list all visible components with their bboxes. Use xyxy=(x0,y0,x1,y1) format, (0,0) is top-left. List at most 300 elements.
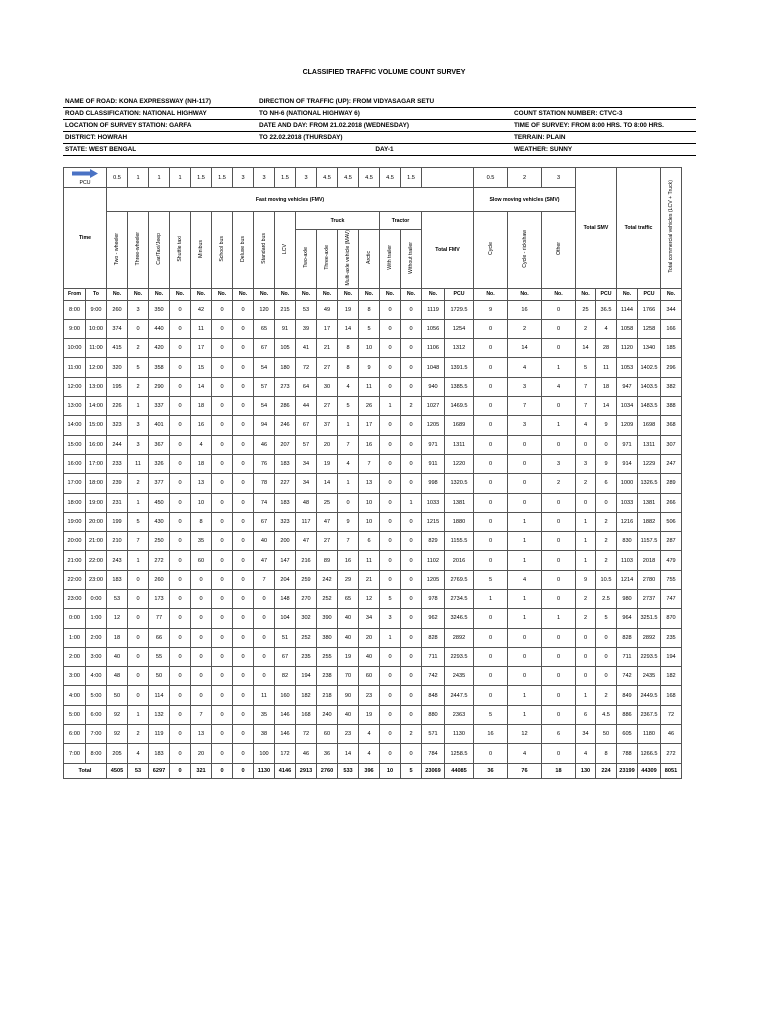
count-cell-text: 1 xyxy=(136,403,140,410)
count-cell xyxy=(233,358,254,377)
count-cell xyxy=(317,551,338,570)
count-cell-text: 6 xyxy=(556,731,561,738)
count-cell xyxy=(254,705,275,724)
vehicle-type-header-text: Without trailer xyxy=(408,241,414,274)
count-cell-text: 13 xyxy=(365,480,373,487)
count-cell-text: 0 xyxy=(409,634,413,641)
count-cell-text: 0 xyxy=(220,306,224,313)
count-cell-text: 1209 xyxy=(620,422,634,429)
count-cell xyxy=(422,609,445,628)
count-cell-text: 0 xyxy=(388,306,392,313)
time-cell xyxy=(86,339,107,358)
count-cell-text: 260 xyxy=(112,306,122,313)
count-cell xyxy=(576,725,596,744)
count-cell xyxy=(617,377,638,396)
unit-header xyxy=(617,288,638,300)
count-cell-text: 40 xyxy=(344,711,352,718)
count-cell-text: 270 xyxy=(301,596,311,603)
unit-header xyxy=(107,288,128,300)
count-cell-text: 571 xyxy=(428,731,438,738)
count-cell xyxy=(107,667,128,686)
count-cell xyxy=(380,551,401,570)
count-cell-text: 0 xyxy=(220,634,224,641)
count-cell-text: 1 xyxy=(522,518,527,525)
count-cell-text: 1880 xyxy=(452,518,466,525)
count-cell-text: 368 xyxy=(666,422,676,429)
count-cell xyxy=(128,474,149,493)
count-cell-text: 10 xyxy=(197,499,205,506)
pcu-factor xyxy=(474,168,508,188)
count-cell-text: 1698 xyxy=(642,422,656,429)
count-cell xyxy=(317,474,338,493)
count-cell-text: 5 xyxy=(136,364,140,371)
count-cell xyxy=(317,628,338,647)
count-cell xyxy=(275,474,296,493)
count-cell xyxy=(317,647,338,666)
count-cell-text: 0 xyxy=(178,345,182,352)
count-cell xyxy=(445,435,474,454)
count-cell xyxy=(191,339,212,358)
count-cell xyxy=(191,686,212,705)
count-cell xyxy=(474,300,508,319)
count-cell xyxy=(212,744,233,763)
count-cell xyxy=(254,319,275,338)
count-cell-text: 48 xyxy=(113,673,121,680)
count-cell-text: 2.5 xyxy=(602,596,610,603)
count-cell xyxy=(107,628,128,647)
count-cell xyxy=(149,377,170,396)
time-cell xyxy=(64,474,86,493)
count-cell-text: 0 xyxy=(241,750,245,757)
count-cell-text: 54 xyxy=(260,403,268,410)
count-cell-text: 1027 xyxy=(426,403,440,410)
count-cell xyxy=(638,339,661,358)
count-cell xyxy=(296,474,317,493)
count-cell-text: 1469.5 xyxy=(450,403,468,410)
time-cell xyxy=(64,454,86,473)
count-cell-text: 2367.5 xyxy=(640,711,658,718)
count-cell xyxy=(317,435,338,454)
count-cell-text: 0 xyxy=(262,673,266,680)
count-cell-text: 849 xyxy=(622,692,632,699)
count-cell-text: 90 xyxy=(344,692,352,699)
count-cell-text: 1 xyxy=(388,403,392,410)
vehicle-type-header xyxy=(212,212,233,289)
count-cell-text: 1119 xyxy=(427,306,439,313)
count-cell-text: 1033 xyxy=(426,499,440,506)
count-cell xyxy=(212,590,233,609)
count-cell-text: 5 xyxy=(488,711,493,718)
count-cell xyxy=(128,397,149,416)
count-cell xyxy=(638,512,661,531)
count-cell xyxy=(661,358,682,377)
count-cell-text: 28 xyxy=(602,345,610,352)
count-cell-text: 0 xyxy=(136,615,140,622)
count-cell-text: 1229 xyxy=(642,461,656,468)
count-cell-text: 0 xyxy=(220,654,224,661)
count-cell xyxy=(638,725,661,744)
count-cell xyxy=(296,397,317,416)
count-cell-text: 0 xyxy=(488,673,493,680)
count-cell-text: 0 xyxy=(556,673,561,680)
count-cell xyxy=(401,512,422,531)
count-cell xyxy=(576,339,596,358)
count-cell-text: 11 xyxy=(261,692,267,699)
count-cell-text: 4 xyxy=(367,750,371,757)
unit-header-text: No. xyxy=(581,291,590,298)
count-cell xyxy=(617,512,638,531)
count-cell-text: 182 xyxy=(666,673,676,680)
count-cell xyxy=(254,570,275,589)
vehicle-type-header-text: Shuttle taxi xyxy=(177,235,183,262)
arrow-right-icon xyxy=(72,169,98,178)
count-cell-text: 1403.5 xyxy=(640,383,658,390)
count-cell xyxy=(401,339,422,358)
time-cell xyxy=(86,570,107,589)
count-cell-text: 160 xyxy=(280,692,290,699)
pcu-factor xyxy=(338,168,359,188)
unit-header-text: No. xyxy=(322,291,332,298)
count-cell-text: 67 xyxy=(260,518,268,525)
count-cell-text: 0 xyxy=(522,480,527,487)
count-cell xyxy=(275,319,296,338)
page-title: CLASSIFIED TRAFFIC VOLUME COUNT SURVEY xyxy=(302,69,466,76)
count-cell xyxy=(149,686,170,705)
count-cell xyxy=(275,725,296,744)
count-cell xyxy=(542,397,576,416)
count-cell xyxy=(401,493,422,512)
count-cell-text: 0 xyxy=(241,654,245,661)
count-cell xyxy=(170,416,191,435)
count-cell-text: 0 xyxy=(178,634,182,641)
count-cell-text: 1311 xyxy=(642,441,656,448)
total-cell-text: 6297 xyxy=(152,767,166,774)
count-cell xyxy=(661,667,682,686)
count-cell-text: 11 xyxy=(366,383,372,390)
count-cell xyxy=(275,686,296,705)
total-cell xyxy=(128,763,149,778)
count-cell xyxy=(128,590,149,609)
count-cell xyxy=(170,647,191,666)
count-cell-text: 0 xyxy=(199,634,203,641)
time-cell xyxy=(64,609,86,628)
count-cell xyxy=(359,705,380,724)
time-cell-text: 8:00 xyxy=(90,750,102,757)
count-cell-text: 962 xyxy=(428,615,438,622)
count-cell-text: 67 xyxy=(260,345,268,352)
count-cell xyxy=(638,647,661,666)
count-cell xyxy=(422,435,445,454)
count-cell-text: 302 xyxy=(301,615,311,622)
count-cell xyxy=(596,647,617,666)
count-cell-text: 0 xyxy=(220,480,224,487)
vehicle-type-header-text: School bus xyxy=(219,235,225,262)
count-cell-text: 60 xyxy=(323,731,331,738)
count-cell xyxy=(474,474,508,493)
count-cell-text: 7 xyxy=(136,538,140,545)
count-cell xyxy=(170,474,191,493)
count-cell-text: 2 xyxy=(583,325,588,332)
table-row xyxy=(64,628,682,647)
count-cell-text: 0 xyxy=(388,673,392,680)
total-cell-text: 2760 xyxy=(320,767,334,774)
unit-header-text: No. xyxy=(196,291,206,298)
count-cell-text: 0 xyxy=(583,634,588,641)
vehicle-type-header-text: Three-axle xyxy=(324,245,330,271)
count-cell-text: 971 xyxy=(428,441,438,448)
count-cell xyxy=(170,397,191,416)
count-cell xyxy=(233,512,254,531)
count-cell xyxy=(445,686,474,705)
count-cell xyxy=(617,454,638,473)
count-cell-text: 3 xyxy=(522,383,527,390)
count-cell xyxy=(275,532,296,551)
count-cell-text: 420 xyxy=(154,345,164,352)
count-cell xyxy=(233,377,254,396)
count-cell-text: 971 xyxy=(622,441,632,448)
smv-header-text: Slow moving vehicles (SMV) xyxy=(489,196,560,203)
total-cell xyxy=(359,763,380,778)
time-cell xyxy=(86,377,107,396)
count-cell-text: 218 xyxy=(322,692,332,699)
count-cell xyxy=(380,647,401,666)
count-cell xyxy=(170,339,191,358)
count-cell-text: 172 xyxy=(280,750,290,757)
count-cell-text: 0 xyxy=(388,325,392,332)
count-cell-text: 3 xyxy=(136,306,140,313)
count-cell-text: 4 xyxy=(522,750,527,757)
count-cell-text: 0 xyxy=(604,441,608,448)
count-cell xyxy=(576,358,596,377)
count-cell-text: 2018 xyxy=(642,557,656,564)
count-cell-text: 47 xyxy=(260,557,268,564)
time-cell xyxy=(64,551,86,570)
time-cell-text: 21:00 xyxy=(89,538,103,545)
count-cell xyxy=(474,551,508,570)
count-cell-text: 0 xyxy=(604,654,608,661)
count-cell-text: 2435 xyxy=(642,673,656,680)
count-cell xyxy=(359,474,380,493)
vehicle-type-header xyxy=(128,212,149,289)
pcu-factor-text: 3 xyxy=(556,174,561,181)
time-cell xyxy=(64,686,86,705)
time-cell xyxy=(64,705,86,724)
count-cell xyxy=(107,725,128,744)
count-cell-text: 105 xyxy=(280,345,290,352)
count-cell xyxy=(401,570,422,589)
count-cell-text: 1 xyxy=(556,422,561,429)
count-cell xyxy=(275,358,296,377)
count-cell-text: 19 xyxy=(365,711,373,718)
count-cell xyxy=(445,590,474,609)
count-cell-text: 67 xyxy=(302,422,310,429)
count-cell-text: 46 xyxy=(260,441,268,448)
count-cell-text: 711 xyxy=(428,654,438,661)
count-cell xyxy=(422,377,445,396)
count-cell xyxy=(359,319,380,338)
count-cell-text: 60 xyxy=(197,557,205,564)
state: STATE: WEST BENGAL xyxy=(63,144,257,156)
total-cell xyxy=(107,763,128,778)
count-cell-text: 92 xyxy=(113,711,121,718)
count-cell-text: 0 xyxy=(488,634,493,641)
unit-header xyxy=(661,288,682,300)
count-cell xyxy=(254,532,275,551)
count-cell-text: 0 xyxy=(220,557,224,564)
count-cell xyxy=(317,339,338,358)
count-cell xyxy=(359,377,380,396)
count-cell xyxy=(508,609,542,628)
count-cell-text: 2734.5 xyxy=(450,596,468,603)
count-cell xyxy=(212,493,233,512)
count-cell xyxy=(617,725,638,744)
count-cell xyxy=(638,454,661,473)
count-cell xyxy=(338,416,359,435)
count-cell xyxy=(617,474,638,493)
count-cell xyxy=(401,474,422,493)
count-cell-text: 2 xyxy=(583,596,588,603)
count-cell-text: 14 xyxy=(582,345,589,352)
count-cell xyxy=(576,628,596,647)
count-cell-text: 1 xyxy=(522,692,527,699)
count-cell-text: 440 xyxy=(154,325,164,332)
count-cell-text: 940 xyxy=(428,383,438,390)
road-classification: ROAD CLASSIFICATION: NATIONAL HIGHWAY xyxy=(63,108,257,120)
count-cell-text: 29 xyxy=(344,576,352,583)
total-cell xyxy=(638,763,661,778)
count-cell xyxy=(275,339,296,358)
count-cell-text: 2016 xyxy=(452,557,466,564)
total-smv-header xyxy=(576,168,617,289)
count-cell-text: 13 xyxy=(197,731,205,738)
count-cell-text: 0 xyxy=(220,345,224,352)
count-cell xyxy=(149,493,170,512)
count-cell-text: 998 xyxy=(428,480,438,487)
time-cell xyxy=(64,590,86,609)
count-cell-text: 0 xyxy=(178,383,182,390)
count-cell xyxy=(212,319,233,338)
count-cell-text: 183 xyxy=(154,750,164,757)
count-cell-text: 0 xyxy=(556,576,561,583)
count-cell xyxy=(638,686,661,705)
count-cell-text: 91 xyxy=(281,325,289,332)
count-cell-text: 1000 xyxy=(620,480,634,487)
count-cell xyxy=(170,705,191,724)
count-cell-text: 0 xyxy=(556,403,561,410)
count-cell-text: 1106 xyxy=(426,345,440,352)
count-cell-text: 15 xyxy=(197,364,205,371)
count-cell-text: 260 xyxy=(154,576,164,583)
count-cell-text: 2 xyxy=(604,518,608,525)
count-cell xyxy=(107,647,128,666)
count-cell xyxy=(542,300,576,319)
count-cell-text: 450 xyxy=(154,499,164,506)
count-cell xyxy=(296,628,317,647)
count-cell xyxy=(128,319,149,338)
count-cell xyxy=(596,705,617,724)
time-cell-text: 0:00 xyxy=(69,615,80,622)
pcu-factor xyxy=(170,168,191,188)
count-cell xyxy=(149,339,170,358)
count-cell xyxy=(508,339,542,358)
unit-header xyxy=(64,288,86,300)
count-cell-text: 1258 xyxy=(642,325,656,332)
count-cell-text: 1402.5 xyxy=(640,364,658,371)
count-cell-text: 367 xyxy=(154,441,164,448)
count-cell xyxy=(542,551,576,570)
count-cell-text: 0 xyxy=(556,557,561,564)
count-cell-text: 1882 xyxy=(642,518,656,525)
count-cell xyxy=(508,377,542,396)
unit-header-text: No. xyxy=(406,291,416,298)
count-cell xyxy=(617,339,638,358)
unit-header-text: PCU xyxy=(643,291,655,298)
vehicle-type-header-text: Three-wheeler xyxy=(135,232,141,266)
table-row xyxy=(64,397,682,416)
count-cell xyxy=(254,628,275,647)
count-cell xyxy=(191,532,212,551)
count-cell-text: 204 xyxy=(280,576,290,583)
count-cell-text: 1 xyxy=(556,615,561,622)
count-cell-text: 4 xyxy=(367,731,371,738)
time-cell xyxy=(86,667,107,686)
unit-header-text: PCU xyxy=(453,291,465,298)
count-cell-text: 0 xyxy=(136,654,140,661)
count-cell xyxy=(576,397,596,416)
count-cell xyxy=(359,725,380,744)
count-cell-text: 50 xyxy=(602,731,610,738)
count-cell xyxy=(542,377,576,396)
count-cell-text: 0 xyxy=(262,615,266,622)
count-cell-text: 0 xyxy=(178,499,182,506)
total-cell-text: 36 xyxy=(487,767,494,774)
vehicle-type-header xyxy=(508,212,542,289)
pcu-factor-text: 1 xyxy=(157,174,161,181)
count-cell-text: 0 xyxy=(178,422,182,429)
count-cell-text: 41 xyxy=(302,345,310,352)
time-cell xyxy=(86,358,107,377)
count-cell-text: 1266.5 xyxy=(640,750,658,757)
count-cell-text: 25 xyxy=(323,499,331,506)
count-cell xyxy=(338,319,359,338)
count-cell-text: 4 xyxy=(136,750,140,757)
count-cell xyxy=(191,454,212,473)
count-cell xyxy=(638,609,661,628)
count-cell xyxy=(474,647,508,666)
count-cell-text: 216 xyxy=(301,557,311,564)
count-cell-text: 205 xyxy=(112,750,122,757)
time-cell-text: 20:00 xyxy=(89,518,103,525)
count-cell-text: 323 xyxy=(112,422,122,429)
count-cell xyxy=(212,647,233,666)
count-cell-text: 78 xyxy=(260,480,268,487)
count-cell xyxy=(107,532,128,551)
total-cell xyxy=(149,763,170,778)
count-cell xyxy=(445,628,474,647)
count-cell-text: 0 xyxy=(220,441,224,448)
count-cell xyxy=(617,570,638,589)
time-cell xyxy=(64,744,86,763)
count-cell-text: 1 xyxy=(136,557,140,564)
count-cell-text: 0 xyxy=(522,654,527,661)
vehicle-type-header xyxy=(170,212,191,289)
count-cell-text: 0 xyxy=(241,345,245,352)
count-cell xyxy=(191,397,212,416)
count-cell xyxy=(107,590,128,609)
table-row xyxy=(64,667,682,686)
count-cell xyxy=(191,609,212,628)
count-cell-text: 10 xyxy=(365,499,373,506)
